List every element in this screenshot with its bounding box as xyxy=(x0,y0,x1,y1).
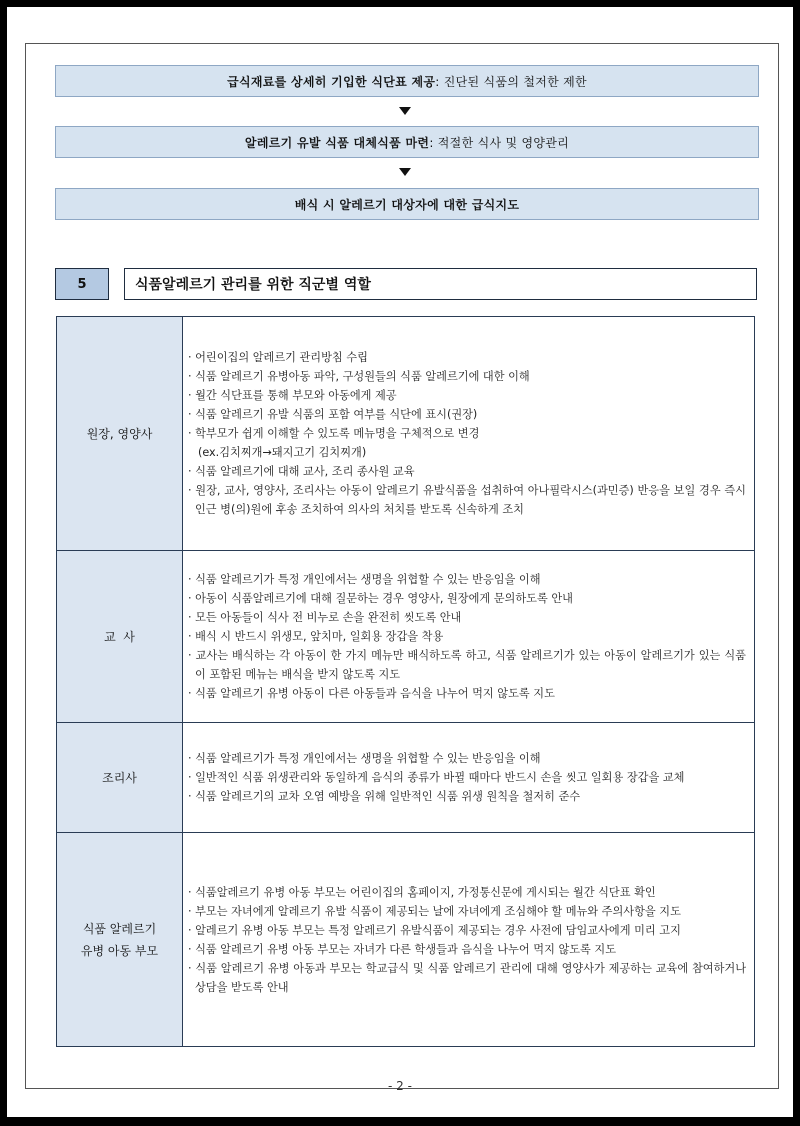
role-duties xyxy=(183,317,755,551)
list-item: · 일반적인 식품 위생관리와 동일하게 음식의 종류가 바뀔 때마다 반드시 손을 씻고 일회용 장갑을 교체 xyxy=(188,771,685,784)
flow-step-1-text: : 진단된 식품의 철저한 제한 xyxy=(435,74,587,89)
list-item: · 식품 알레르기가 특정 개인에서는 생명을 위협할 수 있는 반응임을 이해 xyxy=(188,752,541,765)
role-label-line: 유병 아동 부모 xyxy=(80,943,159,958)
down-arrow-icon xyxy=(399,168,411,176)
flow-step-3-bold: 배식 시 알레르기 대상자에 대한 급식지도 xyxy=(294,197,520,212)
section-title: 식품알레르기 관리를 위한 직군별 역할 xyxy=(124,268,757,300)
list-item: · 어린이집의 알레르기 관리방침 수립 xyxy=(188,351,368,364)
table-row xyxy=(57,833,755,1047)
list-item: · 원장, 교사, 영양사, 조리사는 아동이 알레르기 유발식품을 섭취하여 아나필락시스(과민증) 반응을 보일 경우 즉시 인근 병(의)원에 후송 조치하여 의사의 처치를 받도록 신속하게 조치 xyxy=(188,484,746,516)
table-row xyxy=(57,723,755,833)
flow-step-3 xyxy=(55,188,759,220)
list-item: · 모든 아동들이 식사 전 비누로 손을 완전히 씻도록 안내 xyxy=(188,611,462,624)
down-arrow-icon xyxy=(399,107,411,115)
list-item: · 교사는 배식하는 각 아동이 한 가지 메뉴만 배식하도록 하고, 식품 알레르기가 있는 아동이 알레르기가 있는 식품이 포함된 메뉴는 배식을 받지 않도록 지도 xyxy=(188,649,746,681)
role-duties xyxy=(183,723,755,833)
list-item: · 식품 알레르기의 교차 오염 예방을 위해 일반적인 식품 위생 원칙을 철저히 준수 xyxy=(188,790,581,803)
document-page xyxy=(7,7,793,1117)
role-label xyxy=(57,833,183,1047)
role-label: 교 사 xyxy=(57,551,183,723)
list-item: · 식품 알레르기 유병아동 파악, 구성원들의 식품 알레르기에 대한 이해 xyxy=(188,370,530,383)
roles-table xyxy=(56,316,755,1047)
list-item: · 학부모가 쉽게 이해할 수 있도록 메뉴명을 구체적으로 변경 xyxy=(188,427,480,440)
role-label-line: 식품 알레르기 xyxy=(82,921,157,936)
list-item: (ex.김치찌개→돼지고기 김치찌개) xyxy=(198,446,367,459)
list-item: · 부모는 자녀에게 알레르기 유발 식품이 제공되는 날에 자녀에게 조심해야 할 메뉴와 주의사항을 지도 xyxy=(188,904,681,918)
role-label: 원장, 영양사 xyxy=(57,317,183,551)
flow-step-2-text: : 적절한 식사 및 영양관리 xyxy=(429,135,570,150)
list-item: · 식품알레르기 유병 아동 부모는 어린이집의 홈페이지, 가정통신문에 게시되는 월간 식단표 확인 xyxy=(188,885,656,899)
flow-step-2 xyxy=(55,126,759,158)
table-row xyxy=(57,317,755,551)
role-duties xyxy=(183,833,755,1047)
flow-step-1-bold: 급식재료를 상세히 기입한 식단표 제공 xyxy=(227,74,436,89)
list-item: · 식품 알레르기 유병 아동이 다른 아동들과 음식을 나누어 먹지 않도록 지도 xyxy=(188,687,555,700)
page-number: - 2 - xyxy=(388,1079,412,1093)
table-row xyxy=(57,551,755,723)
section-number: 5 xyxy=(55,268,109,300)
list-item: · 식품 알레르기 유병 아동 부모는 자녀가 다른 학생들과 음식을 나누어 먹지 않도록 지도 xyxy=(188,942,617,956)
flow-step-2-bold: 알레르기 유발 식품 대체식품 마련 xyxy=(244,135,430,150)
list-item: · 아동이 식품알레르기에 대해 질문하는 경우 영양사, 원장에게 문의하도록 안내 xyxy=(188,592,573,605)
list-item: · 식품 알레르기가 특정 개인에서는 생명을 위협할 수 있는 반응임을 이해 xyxy=(188,573,541,586)
list-item: · 알레르기 유병 아동 부모는 특정 알레르기 유발식품이 제공되는 경우 사전에 담임교사에게 미리 고지 xyxy=(188,923,681,937)
list-item: · 식품 알레르기 유발 식품의 포함 여부를 식단에 표시(권장) xyxy=(188,408,478,421)
role-label: 조리사 xyxy=(57,723,183,833)
role-duties xyxy=(183,551,755,723)
list-item: · 배식 시 반드시 위생모, 앞치마, 일회용 장갑을 착용 xyxy=(188,630,444,643)
flow-step-1 xyxy=(55,65,759,97)
list-item: · 월간 식단표를 통해 부모와 아동에게 제공 xyxy=(188,389,397,402)
list-item: · 식품 알레르기에 대해 교사, 조리 종사원 교육 xyxy=(188,465,415,478)
list-item: · 식품 알레르기 유병 아동과 부모는 학교급식 및 식품 알레르기 관리에 대해 영양사가 제공하는 교육에 참여하거나 상담을 받도록 안내 xyxy=(188,961,746,994)
